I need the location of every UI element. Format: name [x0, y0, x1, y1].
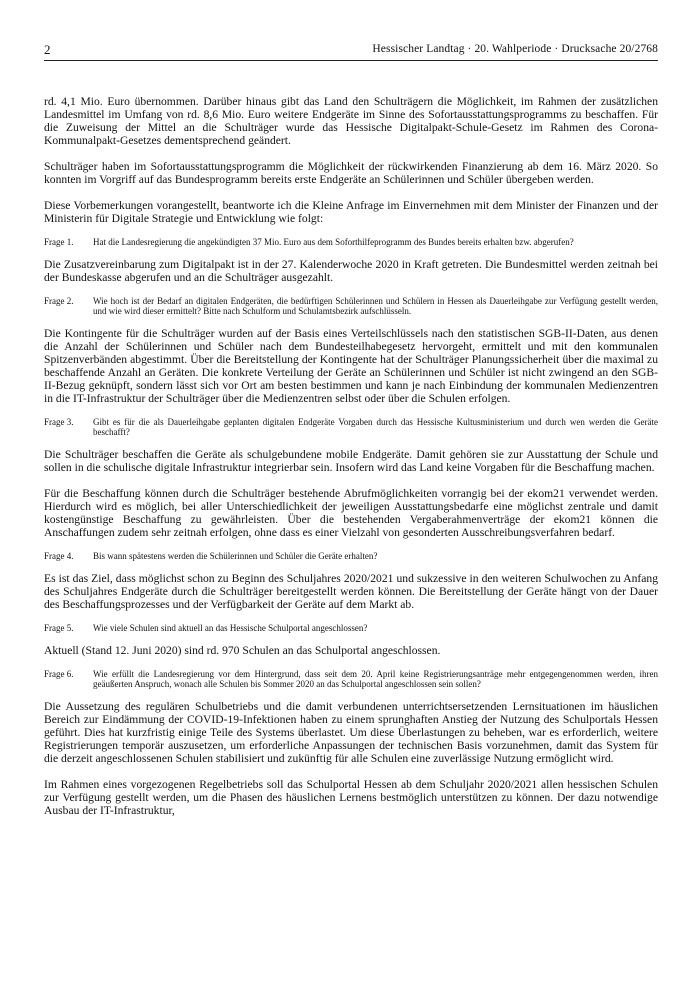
answer-6-paragraph-2: Im Rahmen eines vorgezogenen Regelbetriebs soll das Schulportal Hessen ab dem Schuljahr 2020/2021 allen hessischen Schulen zur Verfügung gestellt werden, um die Phasen des häuslichen Lernens bestmöglich unterstützen zu können. Der dazu notwendige Ausbau der IT-Infrastruktur, — [44, 778, 658, 817]
answer-1: Die Zusatzvereinbarung zum Digitalpakt ist in der 27. Kalenderwoche 2020 in Kraft getreten. Die Bundesmittel werden zeitnah bei der Bundeskasse abgerufen und an die Schulträger ausgezahlt. — [44, 258, 658, 284]
question-label: Frage 5. — [44, 623, 74, 633]
question-1 — [44, 237, 658, 247]
question-text: Bis wann spätestens werden die Schülerinnen und Schüler die Geräte erhalten? — [93, 551, 378, 561]
question-text: Wie erfüllt die Landesregierung vor dem Hintergrund, dass seit dem 20. April keine Registrierungsanträge mehr entgegengenommen werden, ihren geäußerten Anspruch, wonach alle Schulen bis Sommer 2020 an das Schulportal angeschlossen sein sollen? — [93, 669, 658, 689]
question-text: Hat die Landesregierung die angekündigten 37 Mio. Euro aus dem Soforthilfeprogramm des Bundes bereits erhalten bzw. abgerufen? — [93, 237, 574, 247]
question-text: Wie hoch ist der Bedarf an digitalen Endgeräten, die bedürftigen Schülerinnen und Schülern in Hessen als Dauerleihgabe zur Verfügung gestellt werden, und wie wird dieser ermittelt? Bitte nach Schulform und Schulamtsbezirk aufschlüsseln. — [93, 296, 658, 316]
question-6 — [44, 669, 658, 689]
question-2 — [44, 296, 658, 316]
question-3 — [44, 417, 658, 437]
answer-3-paragraph-1: Die Schulträger beschaffen die Geräte als schulgebundene mobile Endgeräte. Damit gehören sie zur Ausstattung der Schule und sollen in die schulische digitale Infrastruktur integrierbar sein. Insofern wird das Land keine Vorgaben für die Beschaffung machen. — [44, 448, 658, 474]
intro-paragraph-3: Diese Vorbemerkungen vorangestellt, beantworte ich die Kleine Anfrage im Einvernehmen mit dem Minister der Finanzen und der Ministerin für Digitale Strategie und Entwicklung wie folgt: — [44, 199, 658, 225]
intro-paragraph-2: Schulträger haben im Sofortausstattungsprogramm die Möglichkeit der rückwirkenden Finanzierung ab dem 16. März 2020. So konnten im Vorgriff auf das Bundesprogramm bereits erste Endgeräte an Schülerinnen und Schüler übergeben werden. — [44, 160, 658, 186]
answer-4: Es ist das Ziel, dass möglichst schon zu Beginn des Schuljahres 2020/2021 und sukzessive in den weiteren Schulwochen zu Anfang des Schuljahres Endgeräte durch die Schulträger bereitgestellt werden können. Die Bereitstellung der Geräte hängt von der Dauer des Beschaffungsprozesses und der Verfügbarkeit der Geräte auf dem Markt ab. — [44, 572, 658, 611]
page-header — [44, 40, 658, 61]
document-body — [44, 95, 658, 817]
question-label: Frage 2. — [44, 296, 74, 306]
question-label: Frage 1. — [44, 237, 74, 247]
answer-3-paragraph-2: Für die Beschaffung können durch die Schulträger bestehende Abrufmöglichkeiten vorrangig bei der ekom21 verwendet werden. Hierdurch wird es möglich, bei aller Unterschiedlichkeit der jeweiligen Ausstattungsbedarfe eine möglichst zentrale und damit kostengünstige Beschaffung zu gewährleisten. Über die bestehenden Vergaberahmenverträge der ekom21 können die Anschaffungen zudem sehr zeitnah erfolgen, ohne dass es einer Vielzahl von gesonderten Ausschreibungsverfahren bedarf. — [44, 487, 658, 539]
question-label: Frage 3. — [44, 417, 74, 427]
question-5 — [44, 623, 658, 633]
intro-paragraph-1: rd. 4,1 Mio. Euro übernommen. Darüber hinaus gibt das Land den Schulträgern die Möglichkeit, im Rahmen der zusätzlichen Landesmittel im Umfang von rd. 8,6 Mio. Euro weitere Endgeräte im Sinne des Sofortausstattungsprogramms zu beschaffen. Für die Zuweisung der Mittel an die Schulträger wurde das Hessische Digitalpakt-Schule-Gesetz im Rahmen des Corona-Kommunalpakt-Gesetzes dementsprechend geändert. — [44, 95, 658, 147]
running-title: Hessischer Landtag · 20. Wahlperiode · Drucksache 20/2768 — [372, 43, 658, 55]
question-text: Gibt es für die als Dauerleihgabe geplanten digitalen Endgeräte Vorgaben durch das Hessische Kultusministerium und durch wen werden die Geräte beschafft? — [93, 417, 658, 437]
question-text: Wie viele Schulen sind aktuell an das Hessische Schulportal angeschlossen? — [93, 623, 368, 633]
question-label: Frage 6. — [44, 669, 74, 679]
answer-2: Die Kontingente für die Schulträger wurden auf der Basis eines Verteilschlüssels nach den statistischen SGB-II-Daten, aus denen die Anzahl der Schülerinnen und Schüler nach dem Bundesteilhabegesetz hervorgeht, ermittelt und mit den kommunalen Spitzenverbänden abgestimmt. Über die Bereitstellung der Kontingente hat der Schulträger Planungssicherheit über die maximal zu beschaffende Anzahl an Geräten. Die konkrete Verteilung der Geräte an Schülerinnen und Schüler ist nicht zwingend an den SGB-II-Bezug geknüpft, sondern lässt sich vor Ort am besten bestimmen und kann je nach Einbindung der kommunalen Medienzentren in die IT-Infrastruktur der Schulträger über die Medienzentren selbst oder über die Schulen erfolgen. — [44, 327, 658, 405]
answer-6-paragraph-1: Die Aussetzung des regulären Schulbetriebs und die damit verbundenen unterrichtsersetzenden Lernsituationen im häuslichen Bereich zur Eindämmung der COVID-19-Infektionen haben zu einem sprunghaften Anstieg der Nutzung des Schulportals Hessen geführt. Dies hat kurzfristig einige Teile des Systems überlastet. Um diese Überlastungen zu beheben, war es erforderlich, weitere Registrierungen temporär auszusetzen, um erforderliche Anpassungen der technischen Basis vorzunehmen, damit das System für die derzeit angeschlossenen Schulen stabilisiert und zukünftig für alle Schulen eine zuverlässige Nutzung ermöglicht wird. — [44, 700, 658, 765]
question-label: Frage 4. — [44, 551, 74, 561]
answer-5: Aktuell (Stand 12. Juni 2020) sind rd. 970 Schulen an das Schulportal angeschlossen. — [44, 644, 441, 657]
question-4 — [44, 551, 658, 561]
page-number: 2 — [44, 42, 51, 57]
